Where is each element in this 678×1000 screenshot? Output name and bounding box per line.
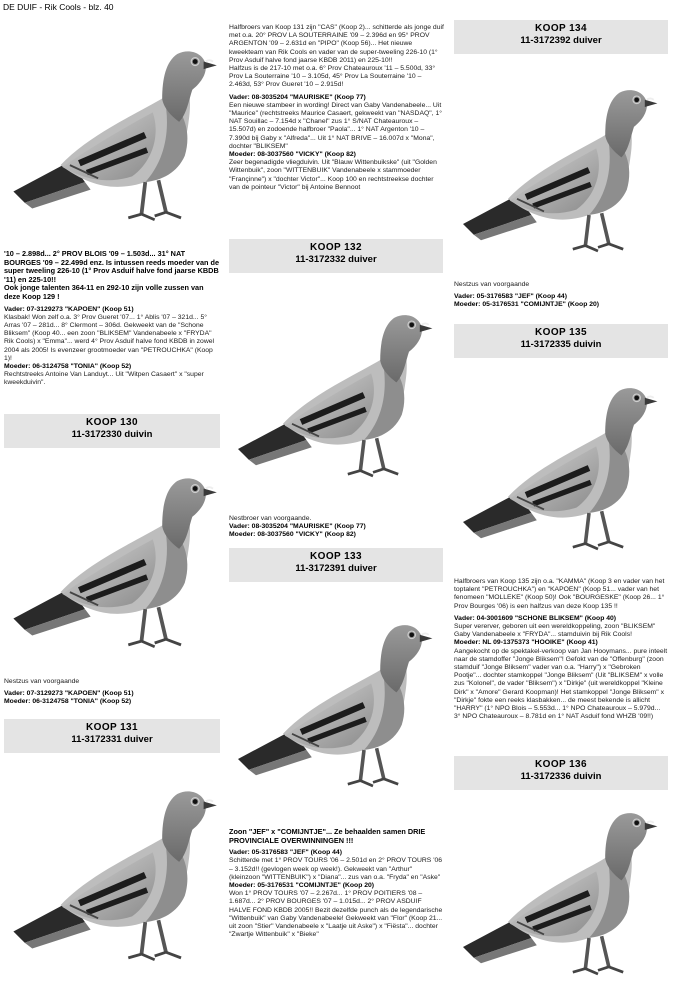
- pigeon-photo-koop-129: [4, 24, 230, 246]
- pigeon-photo-koop-131: [4, 764, 230, 986]
- koop-133-lead: Zoon "JEF" x "COMIJNTJE"... Ze behaalden samen DRIE PROVINCIALE OVERWINNINGEN !!!: [229, 827, 426, 845]
- koop131-mother-text: Zeer begenadigde vliegduivin. Uit "Blauw Wittenbuikske" (uit "Golden Wittenbuik", zoon "WITTENBUIK" Vandenabeele x stammoeder "Françinne") x "dochter Victor"... Koop 100 en rechtstreekse dochter van de pointeur "Victor" bij Antoine Bennoot: [229, 159, 437, 191]
- koop-133-ring: 11-3172391 duiver: [295, 563, 377, 574]
- pigeon-photo-koop-130: [4, 456, 230, 668]
- koop-135-father-text: Super vererver, geboren uit een wereldkoppeling, zoon "BLIKSEM" Gaby Vandenabeele x "FRYDA"... stamduivin bij Rik Cools!: [454, 623, 656, 639]
- pigeon-icon: [229, 596, 445, 814]
- koop-134-ring: 11-3172392 duiver: [520, 35, 602, 46]
- koop-135-father: Vader: 04-3001609 "SCHONE BLIKSEM" (Koop 40): [454, 614, 617, 622]
- page-header: DE DUIF - Rik Cools - blz. 40: [3, 2, 114, 12]
- pigeon-icon: [454, 364, 670, 572]
- koop-130-ring: 11-3172330 duivin: [71, 429, 153, 440]
- koop-130-mother: Moeder: 06-3124758 "TONIA" (Koop 52): [4, 698, 132, 706]
- pigeon-icon: [4, 456, 230, 668]
- koop129-results: '10 – 2.898d... 2° PROV BLOIS '09 – 1.503d... 31° NAT BOURGES '09 – 22.499d enz. Is intussen reeds moeder van de super tweeling 226-10 (1° Prov Asduif halve fond jaarse KBDB '11) en 225-10!!: [4, 249, 220, 284]
- pigeon-photo-koop-134: [454, 62, 670, 278]
- koop-132-title: KOOP 132: [310, 242, 362, 253]
- koop-132-mother: Moeder: 08-3037560 "VICKY" (Koop 82): [229, 531, 356, 539]
- pigeon-icon: [4, 764, 230, 986]
- koop131-halfbrothers: Halfbroers van Koop 131 zijn "CAS" (Koop 2)... schitterde als jonge duif met o.a. 20° PROV LA SOUTERRAINE '09 – 2.396d en 95° PROV ARGENTON '09 – 2.631d en "PIPO" (Koop 56)... Het nieuwe kweekteam van Rik Cools en vader van de super-tweeling 226-10 (1° Prov Asduif halve fond jaarse KBDB 2011) en 225-10!!: [229, 24, 444, 64]
- koop129-father-text: Klasbak! Won zelf o.a. 3° Prov Gueret '07... 1° Ablis '07 – 321d... 5° Arras '07 – 281d... 8° Clermont – 306d. Gekweekt van de "Schone Bliksem" (Koop 40... een zoon "BLIKSEM" Vandenabeele x "FRYDA" Rik Cools) x "Emma"... werd 4° Prov Asduif halve fond KBDB in zowel 2004 als 2005! Is evenzeer grootmoeder van "PETROUCHKA" (Koop 1)!: [4, 313, 215, 362]
- koop-133-banner: [229, 548, 443, 582]
- koop129-mother: Moeder: 06-3124758 "TONIA" (Koop 52): [4, 362, 132, 370]
- pigeon-icon: [454, 795, 670, 991]
- koop-134-father: Vader: 05-3176583 "JEF" (Koop 44): [454, 293, 567, 301]
- middle-text-block: [229, 24, 444, 192]
- koop-130-banner: [4, 414, 220, 448]
- koop-130-nest: Nestzus van voorgaande: [4, 678, 80, 685]
- koop-132-banner: [229, 239, 443, 273]
- koop131-father-text: Een nieuwe stambeer in wording! Direct van Gaby Vandenabeele... Uit "Maurice" (rechtstreeks Maurice Casaert, gekweekt van "NASDAQ", 1° NAT Souillac – 7.154d x "Chanel" zus 1° S/NAT Chateauroux – 15.507d) en zodoende halfbroer "Paola"... 1° NAT Argenton '10 – 7.390d bij Gaby x "Alfreda"... Uit 1° NAT BRIVE – 16.007d x "Mona", dochter "BLIKSEM": [229, 101, 442, 150]
- pigeon-photo-koop-136: [454, 795, 670, 991]
- koop129-mother-text: Rechtstreeks Antoine Van Landuyt... Uit "Witpen Casaert" x "super kweekduivin".: [4, 371, 204, 387]
- koop-135-mother: Moeder: NL 09-1375373 "HOOIKE" (Koop 41): [454, 639, 598, 647]
- koop-134-banner: [454, 20, 668, 54]
- koop129-sisters: Ook jonge talenten 364-11 en 292-10 zijn volle zussen van deze Koop 129 !: [4, 283, 204, 301]
- koop-135-title: KOOP 135: [535, 327, 587, 338]
- koop-135-mother-text: Aangekocht op de spektakel-verkoop van Jan Hooymans... pure inteelt naar de stamdoffer "Jonge Bliksem"! Gefokt van de "Offenburg" (zoon stamduif "Jonge Bliksem" vader van o.a. "Harry") x "Gebroken Pootje"... dochter stamkoppel "Jonge Bliksem" (Uit "BLIKSEM" x volle zus "Kolonel", de vader "Bliksem") x "Dirkje" (uit wereldkoppel "Kleine Dirk" x "Amore" Gerard Koopman)! Het stamkoppel "Jonge Bliksem" x "Dirkje" fokte een reeks klasbakken... de meest bekende is allicht "HARRY" (1° NPO Blois – 5.553d... 1° NPO Chateauroux – 5.979d... 3° NPO Chateauroux – 8.781d en 1° NAT Asduif fond WHZB '09!!): [454, 647, 668, 721]
- koop-135-halfbrothers: Halfbroers van Koop 135 zijn o.a. "KAMMA" (Koop 3 en vader van het toptalent "PETROUCHKA") en "KAPOEN" (Koop 51... vader van het fenomeen "MOLLEKE" (Koop 50)! Ook "BOURGESKE" (Koop 26... 1° Prov Bourges '06) is een halfzus van deze Koop 135 !!: [454, 578, 665, 610]
- koop131-mother: Moeder: 08-3037560 "VICKY" (Koop 82): [229, 151, 356, 159]
- koop-132-nest: Nestbroer van voorgaande.: [229, 515, 312, 522]
- koop131-halfsister: Halfzus is de 217-10 met o.a. 6° Prov Chateauroux '11 – 5.500d, 33° Prov La Souterraine '10 – 3.105d, 45° Prov La Souterraine '10 – 2.463d, 53° Prov Gueret '10 – 2.915d!: [229, 65, 436, 89]
- pigeon-photo-koop-132: [229, 283, 445, 507]
- koop-134-nest: Nestzus van voorgaande: [454, 281, 530, 288]
- koop-134-mother: Moeder: 05-3176531 "COMIJNTJE" (Koop 20): [454, 301, 600, 309]
- koop-131-banner: [4, 719, 220, 753]
- koop-130-title: KOOP 130: [86, 417, 138, 428]
- pigeon-icon: [4, 24, 230, 246]
- koop-132-pedigree: [229, 515, 444, 540]
- koop-130-father: Vader: 07-3129273 "KAPOEN" (Koop 51): [4, 690, 134, 698]
- koop-132-father: Vader: 08-3035204 "MAURISKE" (Koop 77): [229, 523, 366, 531]
- koop-132-ring: 11-3172332 duiver: [295, 254, 377, 265]
- koop-133-mother: Moeder: 05-3176531 "COMIJNTJE" (Koop 20): [229, 882, 375, 889]
- koop-134-title: KOOP 134: [535, 23, 587, 34]
- koop-134-pedigree: [454, 281, 668, 310]
- pigeon-icon: [229, 283, 445, 507]
- koop-133-title: KOOP 133: [310, 551, 362, 562]
- koop-133-father: Vader: 05-3176583 "JEF" (Koop 44): [229, 849, 342, 857]
- koop-135-ring: 11-3172335 duivin: [520, 339, 602, 350]
- koop-135-pedigree: [454, 578, 668, 721]
- pigeon-photo-koop-135: [454, 364, 670, 572]
- koop-136-ring: 11-3172336 duivin: [520, 771, 602, 782]
- koop-131-title: KOOP 131: [86, 722, 138, 733]
- koop131-father: Vader: 08-3035204 "MAURISKE" (Koop 77): [229, 93, 366, 101]
- koop-131-ring: 11-3172331 duiver: [71, 734, 153, 745]
- koop-135-banner: [454, 324, 668, 358]
- koop-133-father-text: Schitterde met 1° PROV TOURS '06 – 2.501d en 2° PROV TOURS '06 – 3.152d!! (gevlogen week op week!). Gekweekt van "Arthur" (kleinzoon "WITTENBUIK") x "Diana"... zus van o.a. "Fryda" en "Aske": [229, 857, 443, 881]
- left-text-block: [4, 250, 220, 388]
- pigeon-icon: [454, 62, 670, 278]
- koop-133-pedigree: [229, 828, 444, 939]
- koop-136-title: KOOP 136: [535, 759, 587, 770]
- koop-136-banner: [454, 756, 668, 790]
- koop-130-pedigree: [4, 678, 220, 707]
- koop129-father: Vader: 07-3129273 "KAPOEN" (Koop 51): [4, 305, 134, 313]
- pigeon-photo-koop-133: [229, 596, 445, 814]
- koop-133-mother-text: Won 1° PROV TOURS '07 – 2.267d... 1° PROV POITIERS '08 – 1.687d... 2° PROV BOURGES '07 – 1.015d... 2° PROV ASDUIF HALVE FOND KBDB 2005!! Bezit dezelfde punch als de legendarische "Wittenbuik" van Gaby Vandenabeele! Gekweekt van "Flor" (Koop 21... uit zoon "Stier" Vandenabeele x "Laatje uit Aske") x "Fiësta"... dochter "Zwartje Wittenbuik" x "Bieke": [229, 890, 443, 939]
